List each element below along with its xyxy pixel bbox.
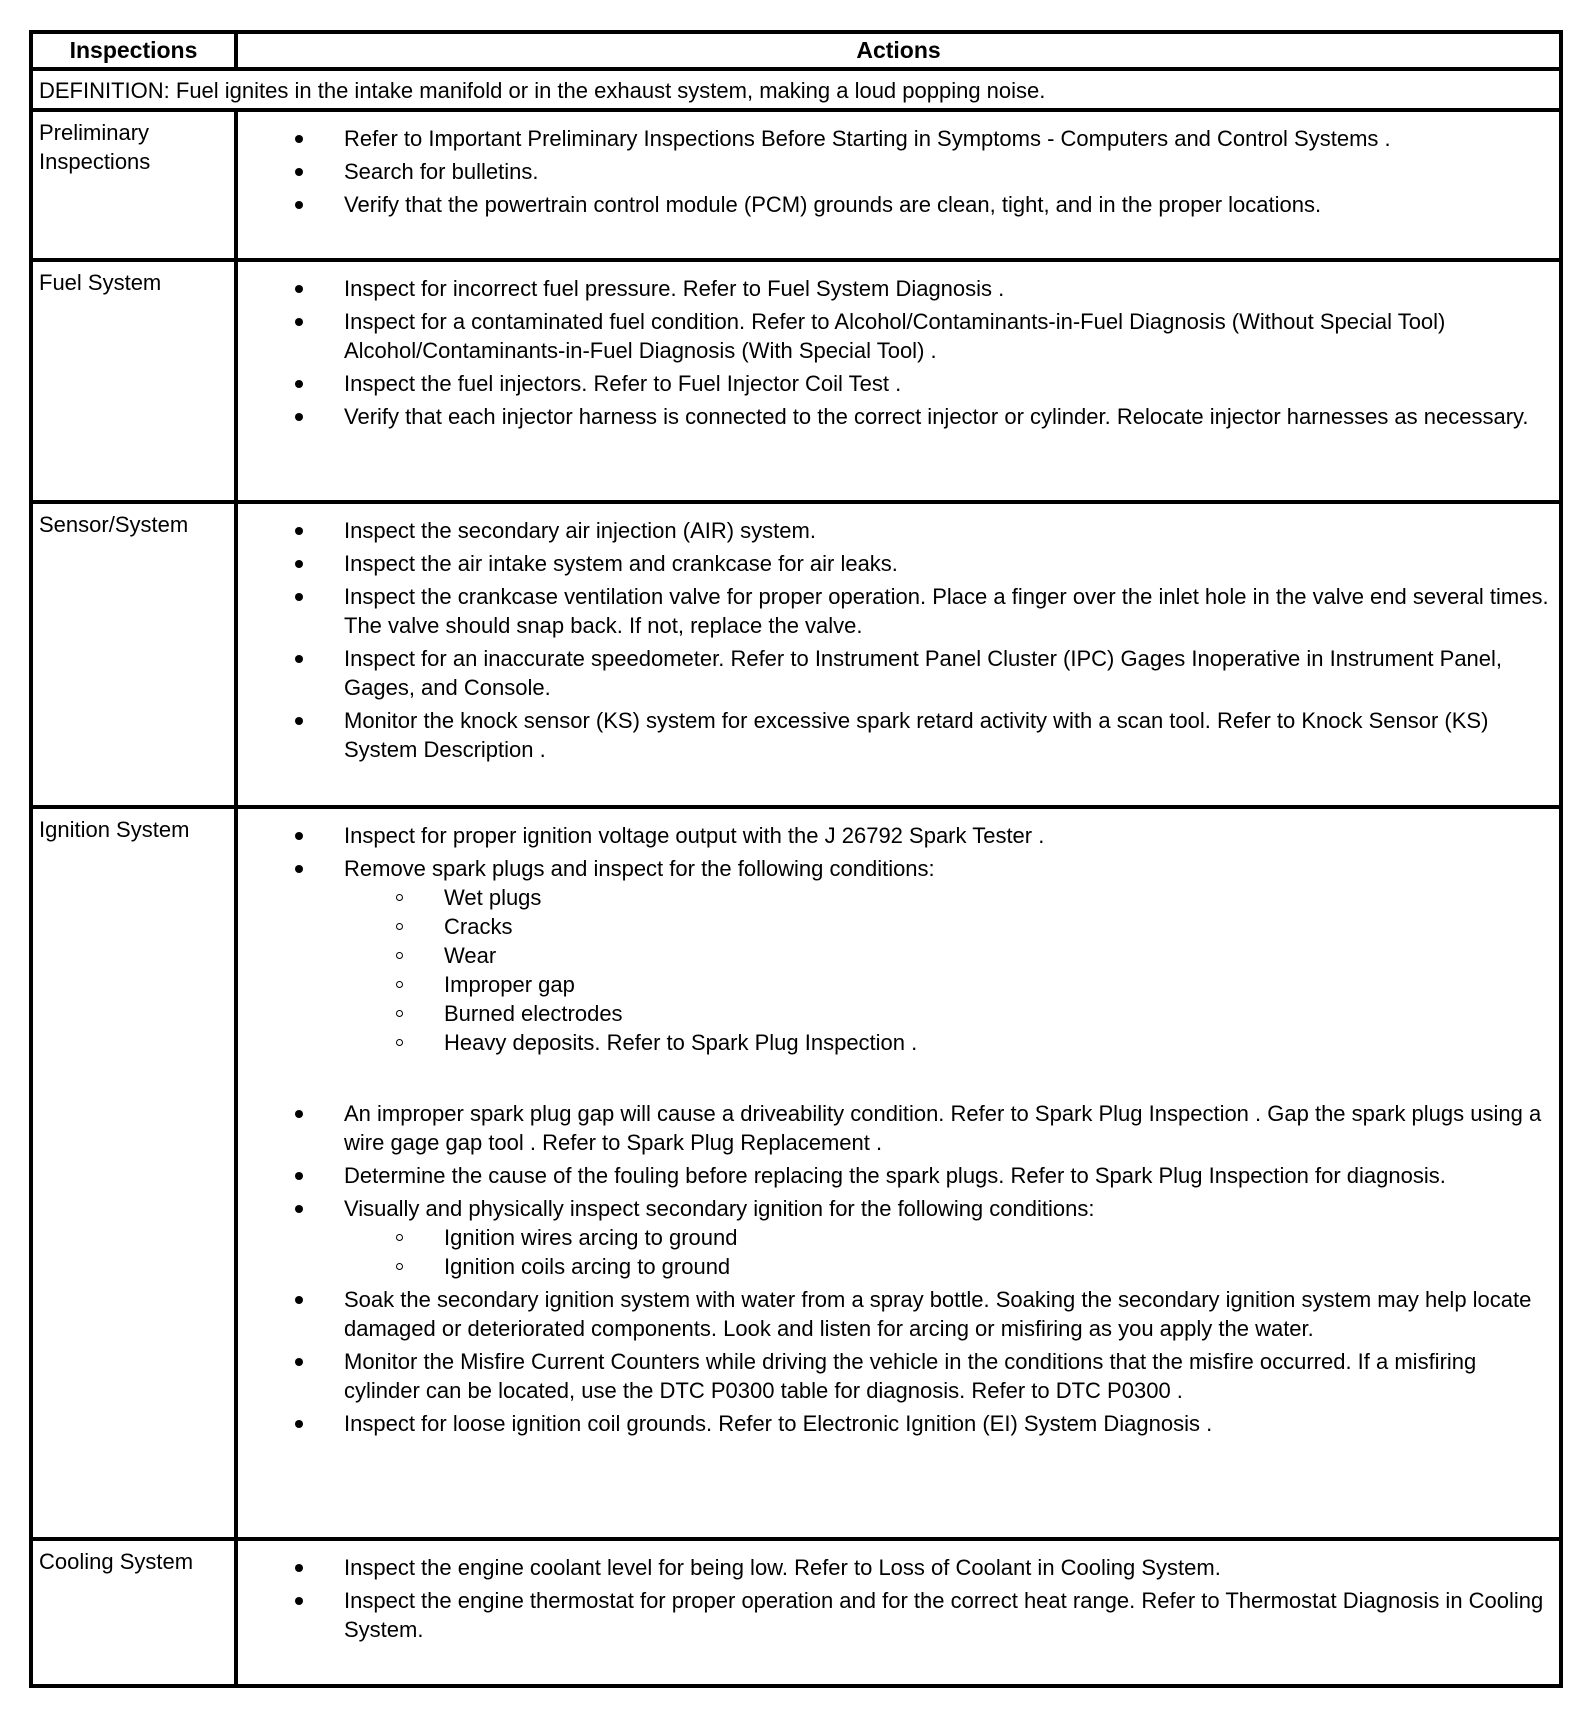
secondary-ignition-conditions-list [344, 1223, 1553, 1281]
actions-cell [236, 502, 1561, 807]
sub-list-item: Ignition coils arcing to ground [344, 1252, 1553, 1281]
list-item: Refer to Important Preliminary Inspections Before Starting in Symptoms - Computers and Control Systems . [238, 124, 1553, 153]
action-list [238, 516, 1553, 764]
table-row-sensor-system [31, 502, 1561, 807]
list-item-text: Remove spark plugs and inspect for the following conditions: [344, 856, 935, 881]
header-row [31, 32, 1561, 69]
inspection-label: Preliminary Inspections [31, 110, 236, 260]
list-item: Inspect for incorrect fuel pressure. Refer to Fuel System Diagnosis . [238, 274, 1553, 303]
list-item: Verify that the powertrain control module (PCM) grounds are clean, tight, and in the proper locations. [238, 190, 1553, 219]
list-item: Verify that each injector harness is connected to the correct injector or cylinder. Relocate injector harnesses as necessary. [238, 402, 1553, 431]
action-list [238, 1553, 1553, 1644]
actions-cell [236, 807, 1561, 1539]
list-item: Monitor the knock sensor (KS) system for excessive spark retard activity with a scan tool. Refer to Knock Sensor (KS) System Description . [238, 706, 1553, 764]
table-row-ignition-system [31, 807, 1561, 1539]
sub-list-item: Wet plugs [344, 883, 1553, 912]
list-item: Inspect the secondary air injection (AIR) system. [238, 516, 1553, 545]
spark-plug-conditions-list [344, 883, 1553, 1057]
sub-list-item: Ignition wires arcing to ground [344, 1223, 1553, 1252]
sub-list-item: Improper gap [344, 970, 1553, 999]
symptom-table [29, 30, 1563, 1688]
action-list [238, 821, 1553, 1438]
actions-cell [236, 110, 1561, 260]
table-row-preliminary [31, 110, 1561, 260]
list-item: Inspect for an inaccurate speedometer. Refer to Instrument Panel Cluster (IPC) Gages Inoperative in Instrument Panel, Gages, and Console. [238, 644, 1553, 702]
list-item: Inspect for proper ignition voltage output with the J 26792 Spark Tester . [238, 821, 1553, 850]
list-item [238, 854, 1553, 1095]
header-actions: Actions [236, 32, 1561, 69]
header-inspections: Inspections [31, 32, 236, 69]
actions-cell [236, 1539, 1561, 1686]
list-item: Inspect the engine coolant level for being low. Refer to Loss of Coolant in Cooling System. [238, 1553, 1553, 1582]
table-row-cooling-system [31, 1539, 1561, 1686]
table-row-fuel-system [31, 260, 1561, 502]
list-item: Soak the secondary ignition system with water from a spray bottle. Soaking the secondary ignition system may help locate damaged or deteriorated components. Look and listen for arcing or misfiring as you apply the water. [238, 1285, 1553, 1343]
definition-text: DEFINITION: Fuel ignites in the intake manifold or in the exhaust system, making a loud popping noise. [31, 69, 1561, 110]
spacer [344, 1057, 1553, 1095]
sub-list-item: Heavy deposits. Refer to Spark Plug Inspection . [344, 1028, 1553, 1057]
action-list [238, 124, 1553, 219]
inspection-label: Fuel System [31, 260, 236, 502]
list-item: Inspect for a contaminated fuel condition. Refer to Alcohol/Contaminants-in-Fuel Diagnosis (Without Special Tool) Alcohol/Contaminants-in-Fuel Diagnosis (With Special Tool) . [238, 307, 1553, 365]
sub-list-item: Wear [344, 941, 1553, 970]
list-item: Inspect for loose ignition coil grounds. Refer to Electronic Ignition (EI) System Diagnosis . [238, 1409, 1553, 1438]
list-item: Inspect the fuel injectors. Refer to Fuel Injector Coil Test . [238, 369, 1553, 398]
definition-row [31, 69, 1561, 110]
sub-list-item: Burned electrodes [344, 999, 1553, 1028]
list-item: Determine the cause of the fouling before replacing the spark plugs. Refer to Spark Plug Inspection for diagnosis. [238, 1161, 1553, 1190]
list-item: Inspect the crankcase ventilation valve for proper operation. Place a finger over the inlet hole in the valve end several times. The valve should snap back. If not, replace the valve. [238, 582, 1553, 640]
list-item: Inspect the engine thermostat for proper operation and for the correct heat range. Refer to Thermostat Diagnosis in Cooling System. [238, 1586, 1553, 1644]
actions-cell [236, 260, 1561, 502]
inspection-label: Ignition System [31, 807, 236, 1539]
list-item-text: Visually and physically inspect secondary ignition for the following conditions: [344, 1196, 1095, 1221]
inspection-label: Cooling System [31, 1539, 236, 1686]
sub-list-item: Cracks [344, 912, 1553, 941]
action-list [238, 274, 1553, 431]
list-item: An improper spark plug gap will cause a driveability condition. Refer to Spark Plug Inspection . Gap the spark plugs using a wire gage gap tool . Refer to Spark Plug Replacement . [238, 1099, 1553, 1157]
inspection-label: Sensor/System [31, 502, 236, 807]
list-item: Search for bulletins. [238, 157, 1553, 186]
list-item: Monitor the Misfire Current Counters while driving the vehicle in the conditions that the misfire occurred. If a misfiring cylinder can be located, use the DTC P0300 table for diagnosis. Refer to DTC P0300 . [238, 1347, 1553, 1405]
list-item [238, 1194, 1553, 1281]
list-item: Inspect the air intake system and crankcase for air leaks. [238, 549, 1553, 578]
